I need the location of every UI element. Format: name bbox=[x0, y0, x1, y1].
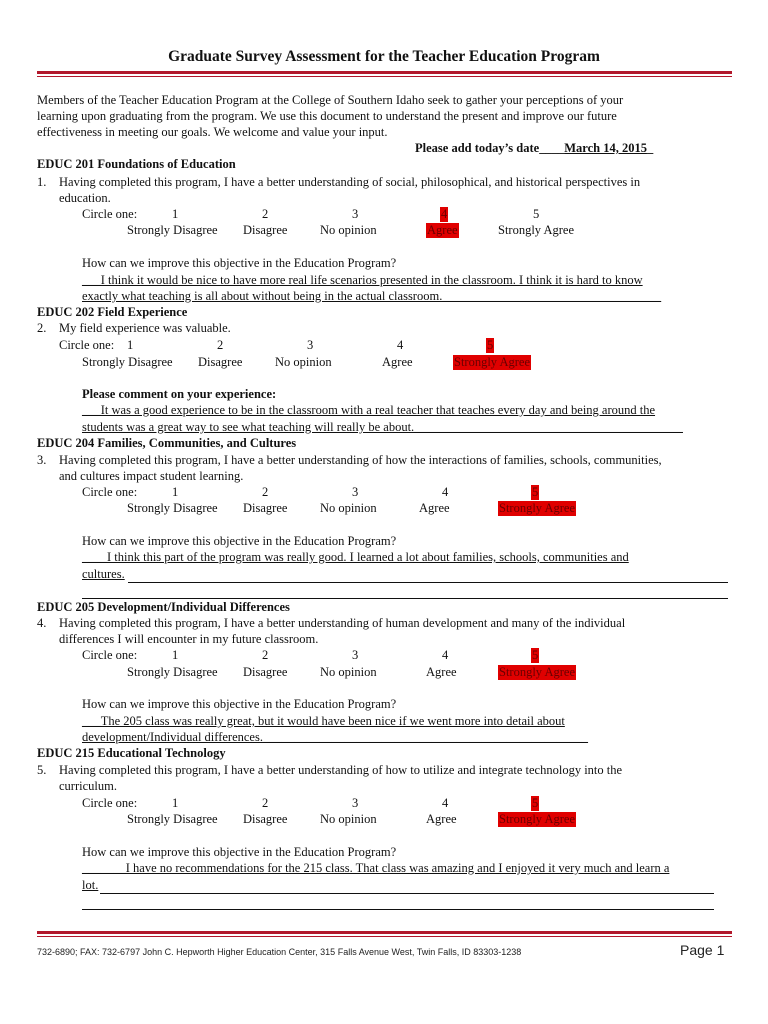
date-row bbox=[415, 141, 653, 156]
scale-label-1[interactable]: Strongly Disagree bbox=[127, 665, 218, 679]
answer-line[interactable]: development/Individual differences.____________________________________________________ bbox=[82, 730, 588, 744]
scale-label-1[interactable]: Strongly Disagree bbox=[127, 812, 218, 826]
section-heading: EDUC 201 Foundations of Education bbox=[37, 157, 236, 171]
question-number: 1. bbox=[37, 175, 47, 189]
scale-label-2[interactable]: Disagree bbox=[243, 501, 288, 515]
scale-num-5-selected[interactable]: 5 bbox=[532, 796, 539, 810]
scale-label-1[interactable]: Strongly Disagree bbox=[127, 501, 218, 515]
circle-one-label: Circle one: bbox=[82, 485, 138, 499]
answer-line[interactable]: cultures. bbox=[82, 567, 125, 581]
improve-question: How can we improve this objective in the Education Program? bbox=[82, 534, 397, 548]
date-tail: _ bbox=[646, 141, 654, 155]
scale-label-5[interactable]: Strongly Agree bbox=[498, 223, 575, 237]
answer-blank-line[interactable] bbox=[82, 909, 714, 910]
section-heading: EDUC 202 Field Experience bbox=[37, 305, 188, 319]
scale-num-5[interactable]: 5 bbox=[533, 207, 540, 221]
answer-line[interactable]: ___The 205 class was really great, but it would have been nice if we went more into detail about bbox=[82, 714, 565, 728]
scale-num-3[interactable]: 3 bbox=[352, 207, 359, 221]
date-value[interactable]: March 14, 2015 bbox=[564, 141, 647, 155]
scale-num-2[interactable]: 2 bbox=[262, 648, 269, 662]
scale-num-5-selected[interactable]: 5 bbox=[532, 648, 539, 662]
question-text: Having completed this program, I have a better understanding of how to utilize and integrate technology into the bbox=[59, 763, 623, 777]
comment-prompt: Please comment on your experience: bbox=[82, 387, 277, 401]
scale-num-4[interactable]: 4 bbox=[442, 796, 449, 810]
scale-label-4[interactable]: Agree bbox=[426, 665, 457, 679]
scale-label-2[interactable]: Disagree bbox=[243, 665, 288, 679]
scale-num-2[interactable]: 2 bbox=[262, 485, 269, 499]
answer-line[interactable]: exactly what teaching is all about without being in the actual classroom.___________________________________ bbox=[82, 289, 662, 303]
answer-blank-line[interactable] bbox=[128, 582, 728, 583]
scale-label-4[interactable]: Agree bbox=[382, 355, 413, 369]
answer-line[interactable]: ____I think this part of the program was really good. I learned a lot about families, schools, communities and bbox=[82, 550, 629, 564]
section-heading: EDUC 204 Families, Communities, and Cultures bbox=[37, 436, 297, 450]
improve-question: How can we improve this objective in the Education Program? bbox=[82, 256, 397, 270]
scale-num-5-selected[interactable]: 5 bbox=[532, 485, 539, 499]
question-text: Having completed this program, I have a better understanding of human development and many of the individual bbox=[59, 616, 626, 630]
page-number: Page 1 bbox=[680, 942, 725, 958]
section-heading: EDUC 215 Educational Technology bbox=[37, 746, 226, 760]
question-text: and cultures impact student learning. bbox=[59, 469, 244, 483]
footer-rule-thin bbox=[37, 936, 732, 937]
scale-num-4[interactable]: 4 bbox=[442, 648, 449, 662]
scale-num-1[interactable]: 1 bbox=[172, 648, 179, 662]
scale-num-3[interactable]: 3 bbox=[352, 648, 359, 662]
scale-num-4-selected[interactable]: 4 bbox=[441, 207, 448, 221]
scale-label-4[interactable]: Agree bbox=[419, 501, 450, 515]
question-text: curriculum. bbox=[59, 779, 117, 793]
scale-label-3[interactable]: No opinion bbox=[275, 355, 332, 369]
title-rule-thin bbox=[37, 76, 732, 77]
question-number: 3. bbox=[37, 453, 47, 467]
answer-line[interactable]: students was a great way to see what teaching will really be about.___________________________________________ bbox=[82, 420, 683, 434]
circle-one-label: Circle one: bbox=[82, 796, 138, 810]
scale-label-2[interactable]: Disagree bbox=[243, 812, 288, 826]
scale-num-3[interactable]: 3 bbox=[352, 485, 359, 499]
question-text: My field experience was valuable. bbox=[59, 321, 231, 335]
question-text: Having completed this program, I have a better understanding of how the interactions of families, schools, communities, bbox=[59, 453, 662, 467]
scale-num-3[interactable]: 3 bbox=[352, 796, 359, 810]
scale-num-4[interactable]: 4 bbox=[397, 338, 404, 352]
scale-num-1[interactable]: 1 bbox=[172, 207, 179, 221]
improve-question: How can we improve this objective in the Education Program? bbox=[82, 697, 397, 711]
scale-num-1[interactable]: 1 bbox=[127, 338, 134, 352]
scale-label-3[interactable]: No opinion bbox=[320, 665, 377, 679]
intro-line-3: effectiveness in meeting our goals. We welcome and value your input. bbox=[37, 125, 388, 139]
scale-num-2[interactable]: 2 bbox=[262, 207, 269, 221]
scale-label-2[interactable]: Disagree bbox=[198, 355, 243, 369]
answer-line[interactable]: ___It was a good experience to be in the classroom with a real teacher that teaches every day and being around the bbox=[82, 403, 656, 417]
question-text: differences I will encounter in my future classroom. bbox=[59, 632, 319, 646]
question-text: education. bbox=[59, 191, 111, 205]
section-heading: EDUC 205 Development/Individual Differences bbox=[37, 600, 290, 614]
date-label: Please add today’s date____ bbox=[415, 141, 565, 155]
answer-line[interactable]: ___I think it would be nice to have more real life scenarios presented in the classroom. I think it is hard to know bbox=[82, 273, 643, 287]
question-text: Having completed this program, I have a better understanding of social, philosophical, and historical perspectives in bbox=[59, 175, 641, 189]
scale-num-5-selected[interactable]: 5 bbox=[487, 338, 494, 352]
answer-line[interactable]: lot. bbox=[82, 878, 99, 892]
scale-label-4[interactable]: Agree bbox=[426, 812, 457, 826]
scale-num-1[interactable]: 1 bbox=[172, 796, 179, 810]
intro-line-2: learning upon graduating from the program. We use this document to understand the present and improve our future bbox=[37, 109, 617, 123]
scale-num-3[interactable]: 3 bbox=[307, 338, 314, 352]
title-rule bbox=[37, 71, 732, 74]
circle-one-label: Circle one: bbox=[82, 207, 138, 221]
answer-blank-line[interactable] bbox=[100, 893, 714, 894]
page-title: Graduate Survey Assessment for the Teacher Education Program bbox=[168, 48, 600, 65]
scale-label-2[interactable]: Disagree bbox=[243, 223, 288, 237]
improve-question: How can we improve this objective in the Education Program? bbox=[82, 845, 397, 859]
scale-label-5-selected[interactable]: Strongly Agree bbox=[454, 355, 531, 369]
scale-label-5-selected[interactable]: Strongly Agree bbox=[499, 812, 576, 826]
question-number: 4. bbox=[37, 616, 47, 630]
answer-blank-line[interactable] bbox=[82, 598, 728, 599]
scale-label-4-selected[interactable]: Agree bbox=[427, 223, 458, 237]
scale-label-3[interactable]: No opinion bbox=[320, 223, 377, 237]
scale-label-5-selected[interactable]: Strongly Agree bbox=[499, 501, 576, 515]
scale-label-5-selected[interactable]: Strongly Agree bbox=[499, 665, 576, 679]
scale-label-3[interactable]: No opinion bbox=[320, 812, 377, 826]
scale-num-2[interactable]: 2 bbox=[217, 338, 224, 352]
footer-contact: 732-6890; FAX: 732-6797 John C. Hepworth Higher Education Center, 315 Falls Avenue West, Twin Falls, ID 83303-1238 bbox=[37, 947, 522, 957]
circle-one-label: Circle one: bbox=[59, 338, 115, 352]
question-number: 5. bbox=[37, 763, 47, 777]
intro-line-1: Members of the Teacher Education Program at the College of Southern Idaho seek to gather your perceptions of your bbox=[37, 93, 624, 107]
scale-label-1[interactable]: Strongly Disagree bbox=[127, 223, 218, 237]
footer-rule bbox=[37, 931, 732, 934]
scale-num-1[interactable]: 1 bbox=[172, 485, 179, 499]
scale-label-1[interactable]: Strongly Disagree bbox=[82, 355, 173, 369]
scale-num-4[interactable]: 4 bbox=[442, 485, 449, 499]
scale-num-2[interactable]: 2 bbox=[262, 796, 269, 810]
answer-line[interactable]: _______I have no recommendations for the 215 class. That class was amazing and I enjoyed it very much and learn a bbox=[82, 861, 670, 875]
question-number: 2. bbox=[37, 321, 47, 335]
scale-label-3[interactable]: No opinion bbox=[320, 501, 377, 515]
circle-one-label: Circle one: bbox=[82, 648, 138, 662]
